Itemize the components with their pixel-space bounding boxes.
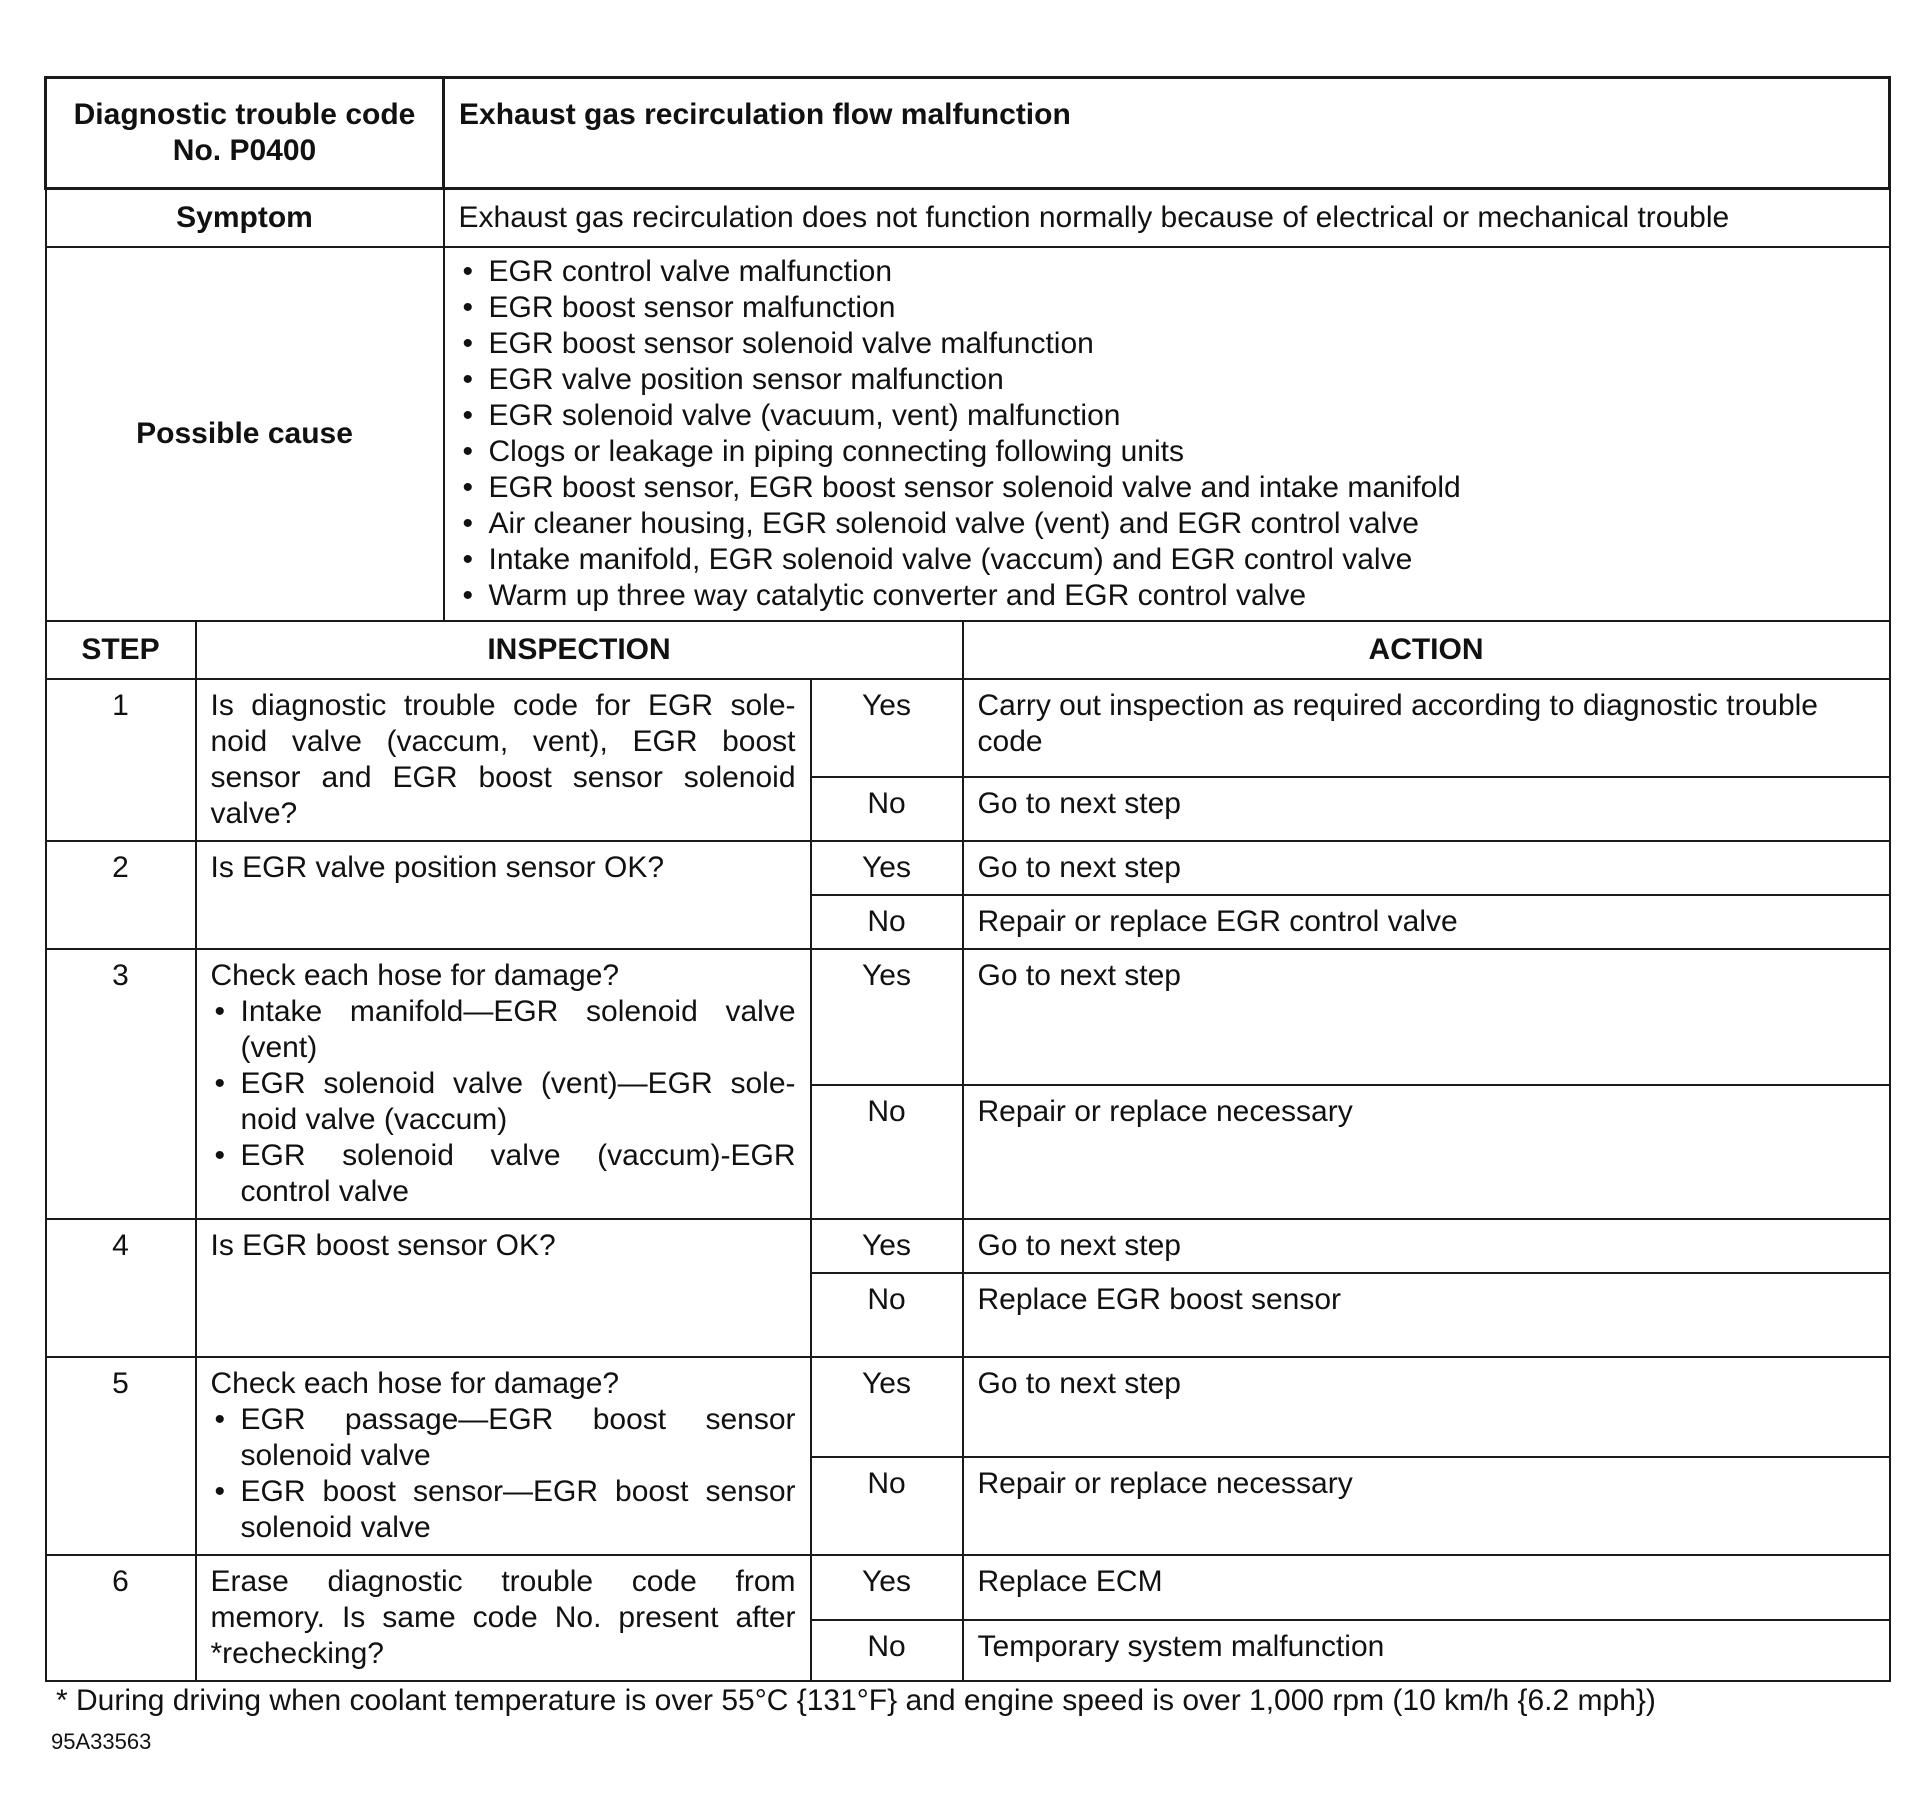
inspection-bullets [211, 994, 796, 1210]
step-inspection [196, 1219, 811, 1357]
diagnostic-sheet [44, 76, 1888, 1682]
header-row [46, 78, 1890, 189]
step-inspection [196, 1357, 811, 1555]
no-action: Go to next step [963, 777, 1890, 841]
step-row-yes [46, 949, 1890, 1085]
inspection-bullets [211, 1402, 796, 1546]
possible-cause-item: • Clogs or leakage in piping connecting following units [459, 434, 1875, 470]
possible-cause-item: • Air cleaner housing, EGR solenoid valve (vent) and EGR control valve [459, 506, 1875, 542]
column-header-inspection: INSPECTION [196, 621, 963, 679]
footnote: * During driving when coolant temperature is over 55°C {131°F} and engine speed is over 1,000 rpm (10 km/h {6.2 mph}) [56, 1684, 1656, 1717]
step-inspection [196, 949, 811, 1219]
step-number: 6 [46, 1555, 196, 1681]
yes-label: Yes [811, 841, 963, 895]
yes-label: Yes [811, 679, 963, 777]
diagnostic-table [44, 76, 1891, 1682]
yes-action: Replace ECM [963, 1555, 1890, 1620]
no-action: Repair or replace necessary [963, 1457, 1890, 1555]
inspection-question: Check each hose for damage? [210, 1367, 620, 1400]
symptom-text: Exhaust gas recirculation does not function normally because of electrical or mechanical trouble [444, 189, 1890, 248]
no-label: No [811, 1457, 963, 1555]
step-row-yes [46, 1555, 1890, 1620]
step-inspection [196, 679, 811, 841]
step-number: 1 [46, 679, 196, 841]
possible-cause-list-cell [444, 247, 1890, 621]
dtc-title: Exhaust gas recirculation flow malfunction [444, 78, 1890, 189]
yes-action: Carry out inspection as required according to diagnostic trouble code [963, 679, 1890, 777]
no-action: Repair or replace necessary [963, 1085, 1890, 1219]
column-header-step: STEP [46, 621, 196, 679]
step-row-yes [46, 679, 1890, 777]
possible-cause-item: • EGR boost sensor solenoid valve malfunction [459, 326, 1875, 362]
possible-cause-item: • EGR boost sensor, EGR boost sensor solenoid valve and intake manifold [459, 470, 1875, 506]
yes-label: Yes [811, 1357, 963, 1457]
step-number: 4 [46, 1219, 196, 1357]
yes-action: Go to next step [963, 1357, 1890, 1457]
column-header-action: ACTION [963, 621, 1890, 679]
possible-cause-item: • EGR solenoid valve (vacuum, vent) malfunction [459, 398, 1875, 434]
inspection-question: Erase diagnostic trouble code from memory. Is same code No. present after *rechecking? [210, 1565, 796, 1670]
inspection-question: Is diagnostic trouble code for EGR sole-noid valve (vaccum, vent), EGR boost sensor and EGR boost sensor solenoid valve? [210, 689, 796, 830]
dtc-code-label: Diagnostic trouble code No. P0400 [46, 78, 444, 189]
no-action: Replace EGR boost sensor [963, 1273, 1890, 1357]
step-inspection [196, 1555, 811, 1681]
figure-code: 95A33563 [51, 1729, 152, 1754]
inspection-bullet: • Intake manifold—EGR solenoid valve (vent) [211, 994, 796, 1066]
inspection-question: Is EGR valve position sensor OK? [210, 851, 665, 884]
step-row-yes [46, 1219, 1890, 1273]
inspection-bullet: • EGR passage—EGR boost sensor solenoid valve [211, 1402, 796, 1474]
possible-cause-item: • EGR control valve malfunction [459, 254, 1875, 290]
no-label: No [811, 895, 963, 949]
symptom-label: Symptom [46, 189, 444, 248]
yes-action: Go to next step [963, 841, 1890, 895]
step-number: 2 [46, 841, 196, 949]
yes-action: Go to next step [963, 1219, 1890, 1273]
column-header-row [46, 621, 1890, 679]
no-label: No [811, 777, 963, 841]
yes-action: Go to next step [963, 949, 1890, 1085]
yes-label: Yes [811, 1219, 963, 1273]
inspection-question: Check each hose for damage? [210, 959, 620, 992]
step-row-yes [46, 1357, 1890, 1457]
step-inspection [196, 841, 811, 949]
yes-label: Yes [811, 1555, 963, 1620]
no-label: No [811, 1085, 963, 1219]
possible-cause-list [459, 254, 1875, 614]
inspection-bullet: • EGR solenoid valve (vent)—EGR sole-noid valve (vaccum) [211, 1066, 796, 1138]
possible-cause-row [46, 247, 1890, 621]
step-number: 5 [46, 1357, 196, 1555]
inspection-bullet: • EGR solenoid valve (vaccum)-EGR control valve [211, 1138, 796, 1210]
inspection-question: Is EGR boost sensor OK? [210, 1229, 556, 1262]
step-row-yes [46, 841, 1890, 895]
no-action: Repair or replace EGR control valve [963, 895, 1890, 949]
possible-cause-item: • Intake manifold, EGR solenoid valve (vaccum) and EGR control valve [459, 542, 1875, 578]
yes-label: Yes [811, 949, 963, 1085]
possible-cause-label: Possible cause [46, 247, 444, 621]
possible-cause-item: • Warm up three way catalytic converter and EGR control valve [459, 578, 1875, 614]
steps-body [46, 679, 1890, 1681]
no-action: Temporary system malfunction [963, 1620, 1890, 1681]
symptom-row [46, 189, 1890, 248]
inspection-bullet: • EGR boost sensor—EGR boost sensor solenoid valve [211, 1474, 796, 1546]
no-label: No [811, 1620, 963, 1681]
no-label: No [811, 1273, 963, 1357]
possible-cause-item: • EGR boost sensor malfunction [459, 290, 1875, 326]
possible-cause-item: • EGR valve position sensor malfunction [459, 362, 1875, 398]
step-number: 3 [46, 949, 196, 1219]
